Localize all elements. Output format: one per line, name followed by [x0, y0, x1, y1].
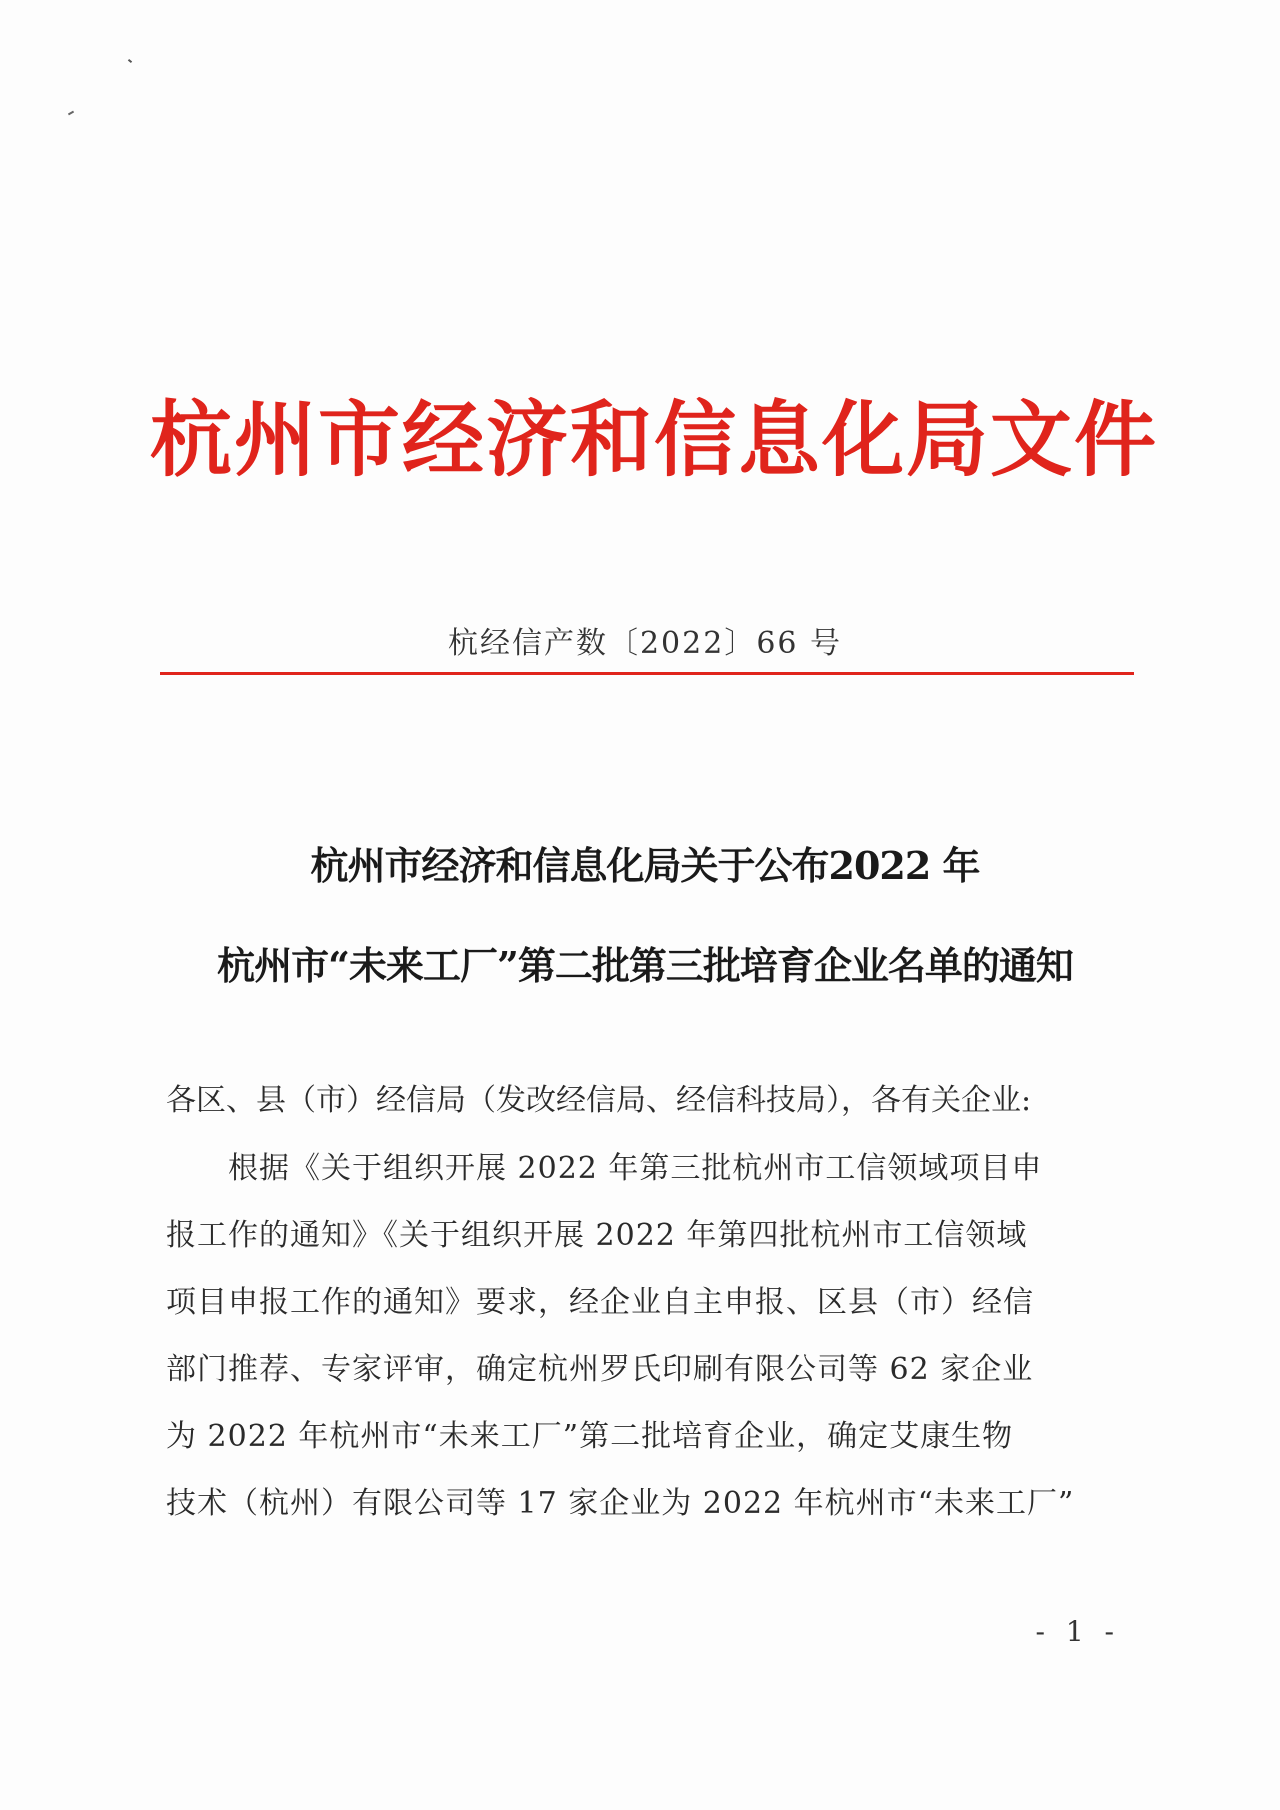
- scan-speck: [68, 111, 74, 116]
- red-divider-rule: [160, 672, 1134, 675]
- body-text-line: 技术（杭州）有限公司等 17 家企业为 2022 年杭州市“未来工厂”: [166, 1486, 1075, 1521]
- body-text-line: 报工作的通知》《关于组织开展 2022 年第四批杭州市工信领域: [166, 1218, 1028, 1253]
- body-text-line: 部门推荐、专家评审，确定杭州罗氏印刷有限公司等 62 家企业: [166, 1352, 1034, 1387]
- body-text-line: 为 2022 年杭州市“未来工厂”第二批培育企业，确定艾康生物: [166, 1419, 1014, 1454]
- masthead-title: 杭州市经济和信息化局文件: [150, 392, 1159, 488]
- body-text-line: 根据《关于组织开展 2022 年第三批杭州市工信领域项目申: [166, 1151, 1043, 1186]
- scan-speck: [128, 59, 132, 63]
- page-number: - 1 -: [1035, 1615, 1120, 1648]
- notice-title-line-1: 杭州市经济和信息化局关于公布2022 年: [310, 843, 980, 888]
- body-text-line: 项目申报工作的通知》要求，经企业自主申报、区县（市）经信: [166, 1285, 1034, 1320]
- addressee-line: 各区、县（市）经信局（发改经信局、经信科技局），各有关企业:: [166, 1083, 1032, 1118]
- notice-title-line-2: 杭州市“未来工厂”第二批第三批培育企业名单的通知: [217, 943, 1073, 988]
- document-number: 杭经信产数〔2022〕66 号: [447, 626, 843, 661]
